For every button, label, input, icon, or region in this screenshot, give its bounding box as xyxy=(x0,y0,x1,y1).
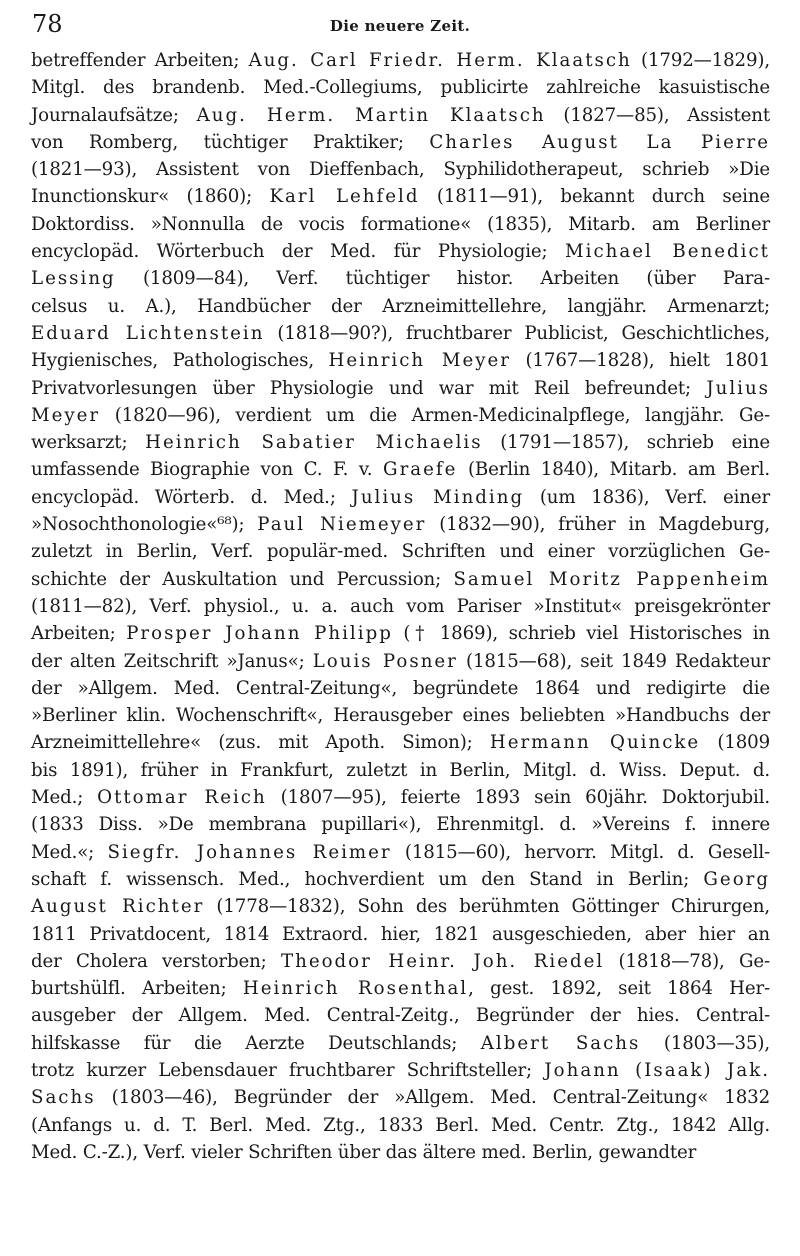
text-line: Mitgl. des brandenb. Med.-Collegiums, publicirte zahlreiche kasuistische xyxy=(31,77,770,99)
page-number: 78 xyxy=(32,10,63,38)
text-line: 1811 Privatdocent, 1814 Extraord. hier, 1821 ausgeschieden, aber hier an xyxy=(31,923,770,945)
text-line: der alten Zeitschrift »Janus«; Louis Posner (1815—68), seit 1849 Redakteur xyxy=(31,650,770,672)
person-name: Graefe xyxy=(383,459,458,481)
person-name: Aug. Herm. Martin Klaatsch xyxy=(196,104,546,126)
text-line: Privatvorlesungen über Physiologie und war mit Reil befreundet; Julius xyxy=(31,377,770,399)
text-line: (1821—93), Assistent von Dieffenbach, Syphilidotherapeut, schrieb »Die xyxy=(31,159,770,181)
text-line: ausgeber der Allgem. Med. Central-Zeitg., Begründer der hies. Central- xyxy=(31,1005,770,1027)
text-line: Med. C.-Z.), Verf. vieler Schriften über das ältere med. Berlin, gewandter xyxy=(31,1141,697,1163)
text-line: schaft f. wissensch. Med., hochverdient um den Stand in Berlin; Georg xyxy=(31,868,770,890)
person-name: Georg xyxy=(703,868,770,890)
body-text xyxy=(31,47,770,1166)
text-line: trotz kurzer Lebensdauer fruchtbarer Schriftsteller; Johann (Isaak) Jak. xyxy=(31,1059,770,1081)
page-header xyxy=(32,8,768,40)
person-name: Meyer xyxy=(31,404,101,426)
text-line: Doktordiss. »Nonnulla de vocis formatione« (1835), Mitarb. am Berliner xyxy=(31,213,770,235)
person-name: Michael Benedict xyxy=(565,241,770,263)
text-line: Hygienisches, Pathologisches, Heinrich Meyer (1767—1828), hielt 1801 xyxy=(31,350,771,372)
text-line: encyclopäd. Wörterbuch der Med. für Physiologie; Michael Benedict xyxy=(31,241,770,263)
text-line: burtshülfl. Arbeiten; Heinrich Rosenthal, gest. 1892, seit 1864 Her- xyxy=(31,978,771,1000)
person-name: Hermann Quincke xyxy=(489,732,701,754)
text-line: Eduard Lichtenstein (1818—90?), fruchtbarer Publicist, Geschichtliches, xyxy=(31,322,771,344)
text-line: bis 1891), früher in Frankfurt, zuletzt in Berlin, Mitgl. d. Wiss. Deput. d. xyxy=(31,759,770,781)
person-name: Julius xyxy=(706,377,770,399)
text-line: celsus u. A.), Handbücher der Arzneimittellehre, langjähr. Armenarzt; xyxy=(31,295,770,317)
text-line: hilfskasse für die Aerzte Deutschlands; Albert Sachs (1803—35), xyxy=(31,1032,770,1054)
text-line: betreffender Arbeiten; Aug. Carl Friedr. Herm. Klaatsch (1792—1829), xyxy=(31,50,770,71)
text-line: Arzneimittellehre« (zus. mit Apoth. Simon); Hermann Quincke (1809 xyxy=(31,732,771,754)
person-name: Samuel Moritz Pappenheim xyxy=(453,568,770,590)
person-name: Prosper Johann Philipp xyxy=(126,623,393,645)
person-name: Ottomar Reich xyxy=(97,787,267,809)
person-name: Heinrich Rosenthal xyxy=(242,978,469,1000)
text-line: umfassende Biographie von C. F. v. Graefe (Berlin 1840), Mitarb. am Berl. xyxy=(31,459,770,481)
text-line: von Romberg, tüchtiger Praktiker; Charles August La Pierre xyxy=(31,131,770,153)
text-line: Med.«; Siegfr. Johannes Reimer (1815—60), hervorr. Mitgl. d. Gesell- xyxy=(31,841,770,863)
person-name: Theodor Heinr. Joh. Riedel xyxy=(280,950,605,972)
text-line: (1833 Diss. »De membrana pupillari«), Ehrenmitgl. d. »Vereins f. innere xyxy=(31,814,770,836)
text-line: Arbeiten; Prosper Johann Philipp († 1869), schrieb viel Historisches in xyxy=(31,623,771,645)
text-line: Med.; Ottomar Reich (1807—95), feierte 1893 sein 60jähr. Doktorjubil. xyxy=(31,787,770,809)
text-line: (Anfangs u. d. T. Berl. Med. Ztg., 1833 Berl. Med. Centr. Ztg., 1842 Allg. xyxy=(31,1114,770,1136)
text-line: »Nosochthonologie«⁶⁸); Paul Niemeyer (1832—90), früher in Magdeburg, xyxy=(31,514,770,536)
person-name: Aug. Carl Friedr. Herm. Klaatsch xyxy=(248,50,632,71)
person-name: Paul Niemeyer xyxy=(257,514,427,536)
text-line: encyclopäd. Wörterb. d. Med.; Julius Minding (um 1836), Verf. einer xyxy=(31,486,770,508)
text-line: Lessing (1809—84), Verf. tüchtiger histor. Arbeiten (über Para- xyxy=(31,268,770,290)
person-name: Eduard Lichtenstein xyxy=(31,322,265,344)
text-line: Sachs (1803—46), Begründer der »Allgem. Med. Central-Zeitung« 1832 xyxy=(31,1087,770,1109)
text-line: August Richter (1778—1832), Sohn des berühmten Göttinger Chirurgen, xyxy=(31,896,770,918)
person-name: Lessing xyxy=(31,268,116,290)
text-line: »Berliner klin. Wochenschrift«, Herausgeber eines beliebten »Handbuchs der xyxy=(31,705,770,727)
person-name: Johann (Isaak) Jak. xyxy=(544,1059,770,1081)
person-name: Siegfr. Johannes Reimer xyxy=(107,841,392,863)
person-name: Sachs xyxy=(31,1087,96,1109)
text-line: schichte der Auskultation und Percussion; Samuel Moritz Pappenheim xyxy=(31,568,770,590)
person-name: Albert Sachs xyxy=(480,1032,641,1054)
text-line: Journalaufsätze; Aug. Herm. Martin Klaatsch (1827—85), Assistent xyxy=(31,104,770,126)
text-line: der Cholera verstorben; Theodor Heinr. Joh. Riedel (1818—78), Ge- xyxy=(31,950,770,972)
person-name: Louis Posner xyxy=(312,650,458,672)
text-line: zuletzt in Berlin, Verf. populär-med. Schriften und einer vorzüglichen Ge- xyxy=(31,541,770,563)
text-line: Inunctionskur« (1860); Karl Lehfeld (1811—91), bekannt durch seine xyxy=(31,186,770,208)
person-name: Karl Lehfeld xyxy=(269,186,420,208)
text-line: (1811—82), Verf. physiol., u. a. auch vom Pariser »Institut« preisgekrönter xyxy=(31,595,770,617)
person-name: Julius Minding xyxy=(351,486,525,508)
person-name: August Richter xyxy=(31,896,205,918)
running-head: Die neuere Zeit. xyxy=(329,17,471,35)
person-name: Heinrich Meyer xyxy=(328,350,511,372)
text-line: der »Allgem. Med. Central-Zeitung«, begründete 1864 und redigirte die xyxy=(31,677,770,699)
text-line: werksarzt; Heinrich Sabatier Michaelis (1791—1857), schrieb eine xyxy=(31,432,770,454)
person-name: Heinrich Sabatier Michaelis xyxy=(145,432,483,454)
person-name: Charles August La Pierre xyxy=(429,131,770,153)
text-line: Meyer (1820—96), verdient um die Armen-Medicinalpflege, langjähr. Ge- xyxy=(31,404,770,426)
